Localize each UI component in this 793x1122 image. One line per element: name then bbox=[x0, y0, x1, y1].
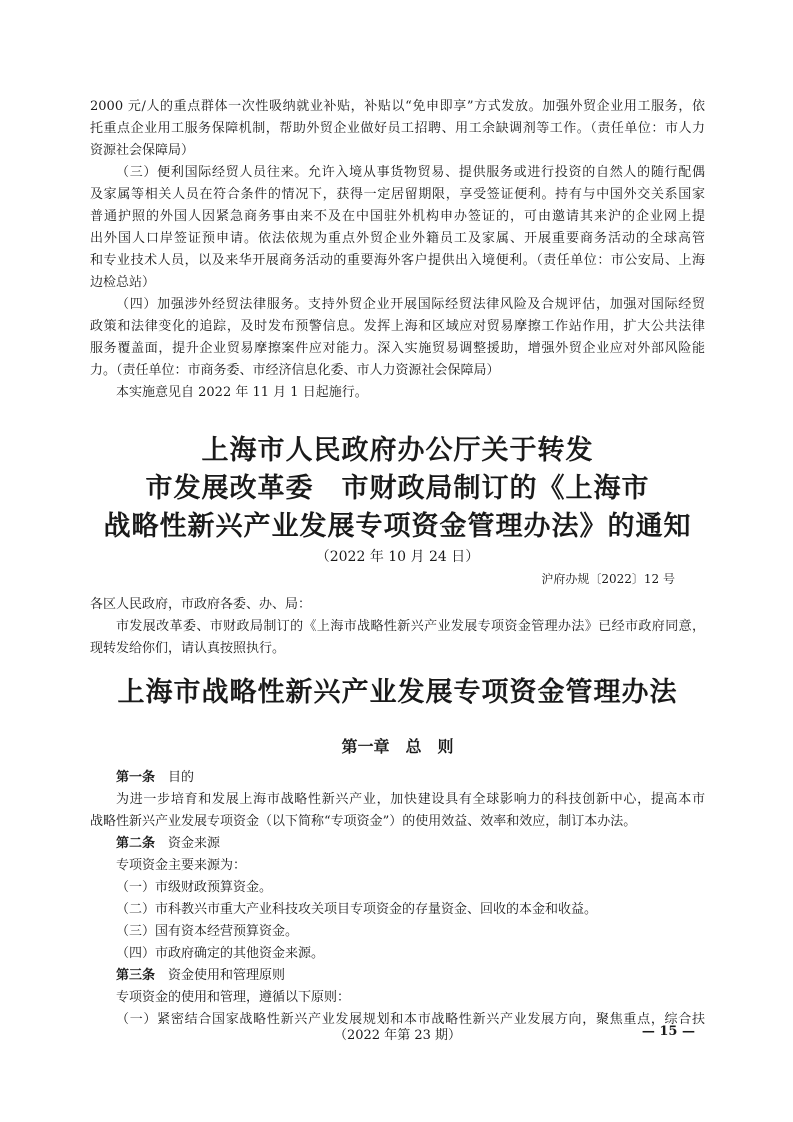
paragraph-heading: （三）便利国际经贸人员往来。 bbox=[116, 165, 308, 180]
text: 支持外贸企业开展国际经贸法律风险及合规评估，加强对国际经贸 bbox=[308, 297, 705, 312]
text-line: 托重点企业用工服务保障机制，帮助外贸企业做好员工招聘、用工余缺调剂等工作。（责任单位：市人力 bbox=[90, 121, 705, 136]
text-line: 战略性新兴产业发展专项资金（以下简称“专项资金”）的使用效益、效率和效应，制订本办法。 bbox=[90, 814, 637, 829]
text-line: 及家属等相关人员在符合条件的情况下，获得一定居留期限，享受签证便利。持有与中国外交关系国家 bbox=[90, 187, 705, 202]
text-line: 政策和法律变化的追踪，及时发布预警信息。发挥上海和区域应对贸易摩擦工作站作用，扩大公共法律 bbox=[90, 319, 705, 334]
document-number: 沪府办规〔2022〕12 号 bbox=[541, 572, 675, 586]
text-line: 边检总站） bbox=[90, 275, 156, 290]
measures-title: 上海市战略性新兴产业发展专项资金管理办法 bbox=[117, 677, 678, 708]
text-line: 专项资金主要来源为： bbox=[116, 858, 247, 873]
page-number: — 15 — bbox=[641, 1024, 695, 1039]
article-label: 第二条 bbox=[116, 836, 156, 851]
paragraph-three-first-line bbox=[90, 162, 705, 184]
article-name: 目的 bbox=[168, 770, 195, 785]
text-line: 现转发给你们，请认真按照执行。 bbox=[90, 641, 286, 656]
text-line: 和专业技术人员，以及来华开展商务活动的重要海外客户提供出入境便利。（责任单位：市公安局、上海 bbox=[90, 253, 705, 268]
text-line: 市发展改革委、市财政局制订的《上海市战略性新兴产业发展专项资金管理办法》已经市政府同意， bbox=[116, 619, 705, 634]
article-one-heading bbox=[90, 767, 705, 789]
article-name: 资金来源 bbox=[168, 836, 221, 851]
effective-date-text: 本实施意见自 2022 年 11 月 1 日起施行。 bbox=[116, 385, 368, 400]
paragraph-heading: （四）加强涉外经贸法律服务。 bbox=[116, 297, 308, 312]
text-line: 普通护照的外国人因紧急商务事由来不及在中国驻外机构申办签证的，可由邀请其来沪的企业网上提 bbox=[90, 209, 705, 224]
text-line: 2000 元/人的重点群体一次性吸纳就业补贴，补贴以“免申即享”方式发放。加强外贸企业用工服务，依 bbox=[90, 99, 705, 114]
text-line: 力。（责任单位：市商务委、市经济信息化委、市人力资源社会保障局） bbox=[90, 363, 500, 378]
text-line: 资源社会保障局） bbox=[90, 143, 195, 158]
paragraph-four-first-line bbox=[90, 294, 705, 316]
notice-date: （2022 年 10 月 24 日） bbox=[315, 549, 480, 565]
list-item: （一）市级财政预算资金。 bbox=[116, 880, 273, 895]
addressee: 各区人民政府，市政府各委、办、局： bbox=[90, 597, 312, 612]
list-item: （一）紧密结合国家战略性新兴产业发展规划和本市战略性新兴产业发展方向，聚焦重点，综合扶 bbox=[116, 1012, 705, 1027]
issue-number: （2022 年第 23 期） bbox=[333, 1028, 462, 1043]
list-item: （二）市科教兴市重大产业科技攻关项目专项资金的存量资金、回收的本金和收益。 bbox=[116, 902, 598, 917]
article-label: 第三条 bbox=[116, 968, 156, 983]
notice-title-line: 上海市人民政府办公厅关于转发 bbox=[201, 435, 594, 466]
chapter-heading: 第一章 总 则 bbox=[341, 737, 454, 756]
text-line: 出外国人口岸签证预申请。依法依规为重点外贸企业外籍员工及家属、开展重要商务活动的全球高管 bbox=[90, 231, 705, 246]
document-page bbox=[90, 96, 705, 1031]
text-line: 为进一步培育和发展上海市战略性新兴产业，加快建设具有全球影响力的科技创新中心，提高本市 bbox=[116, 792, 705, 807]
article-label: 第一条 bbox=[116, 770, 156, 785]
article-three-heading bbox=[90, 965, 705, 987]
text-line: 专项资金的使用和管理，遵循以下原则： bbox=[116, 990, 351, 1005]
list-item: （四）市政府确定的其他资金来源。 bbox=[116, 946, 325, 961]
list-item: （三）国有资本经营预算资金。 bbox=[116, 924, 299, 939]
article-two-heading bbox=[90, 833, 705, 855]
notice-title-line: 市发展改革委 市财政局制订的《上海市 bbox=[145, 473, 650, 504]
notice-title-line: 战略性新兴产业发展专项资金管理办法》的通知 bbox=[103, 511, 692, 542]
text-line: 服务覆盖面，提升企业贸易摩擦案件应对能力。深入实施贸易调整援助，增强外贸企业应对外部风险能 bbox=[90, 341, 705, 356]
text: 允许入境从事货物贸易、提供服务或进行投资的自然人的随行配偶 bbox=[308, 165, 705, 180]
article-name: 资金使用和管理原则 bbox=[168, 968, 286, 983]
